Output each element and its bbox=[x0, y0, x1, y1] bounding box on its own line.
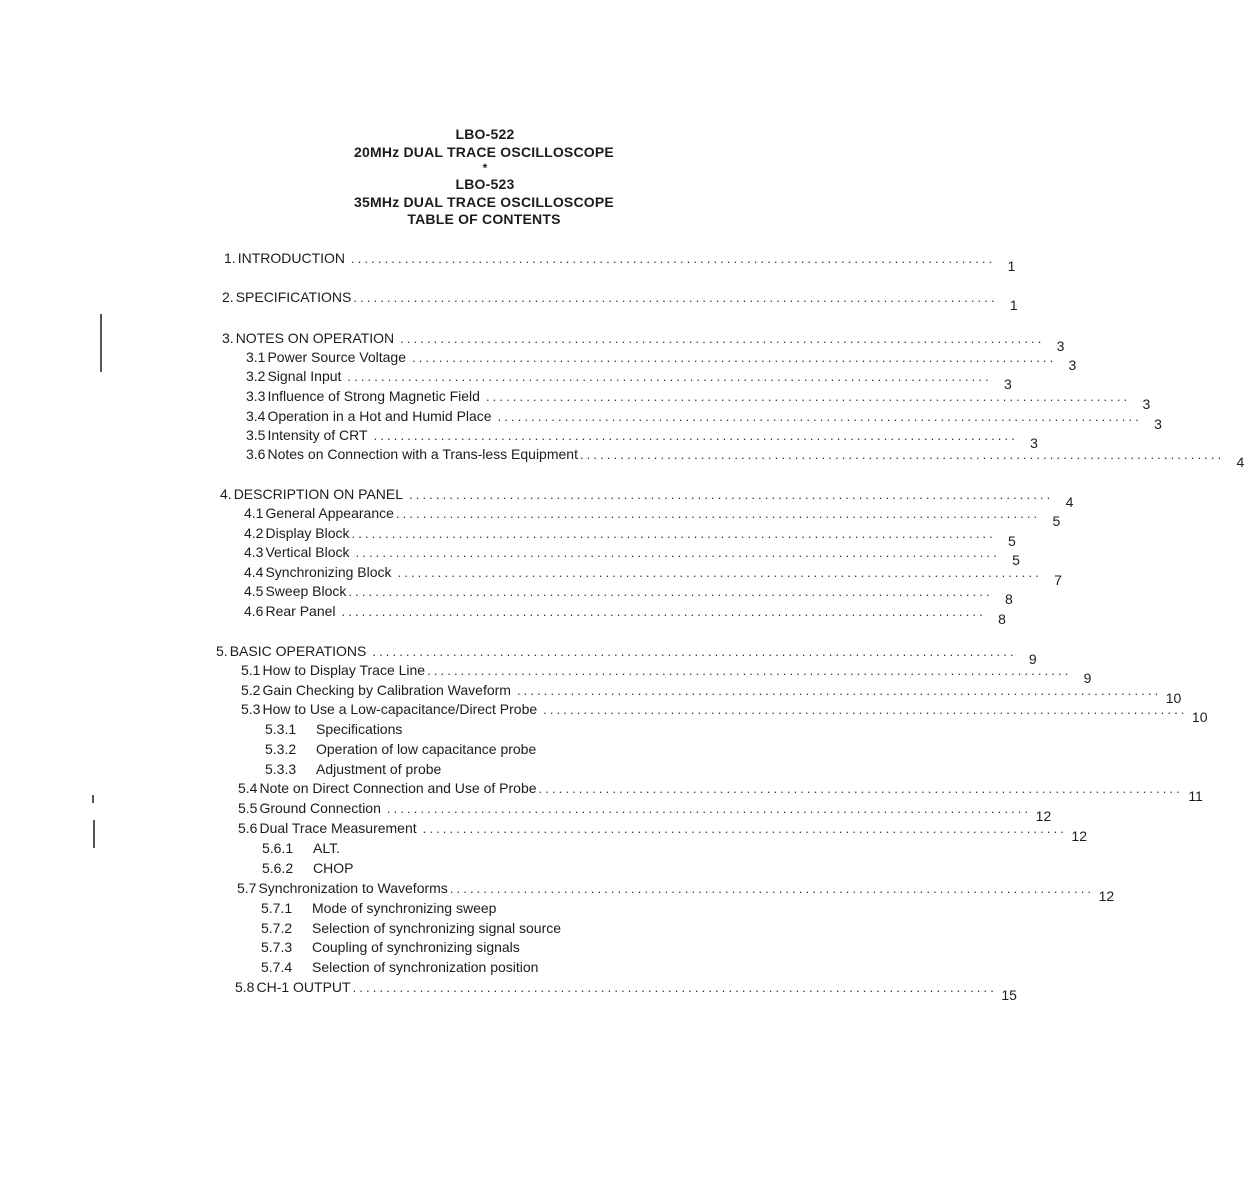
toc-subentry bbox=[244, 583, 1013, 607]
toc-subentry bbox=[238, 800, 1052, 824]
subsubsection-title: Specifications bbox=[316, 721, 403, 737]
subsection-number: 4.4 bbox=[244, 564, 264, 580]
subsubsection-number: 5.6.1 bbox=[262, 840, 294, 856]
dot-leader: ................................................................................................ bbox=[397, 565, 1042, 580]
toc-subentry bbox=[241, 682, 1182, 706]
subsubsection-title: Operation of low capacitance probe bbox=[316, 741, 537, 757]
product-title-1: 20MHz DUAL TRACE OSCILLOSCOPE bbox=[354, 143, 614, 160]
subsubsection-number: 5.3.2 bbox=[265, 741, 297, 757]
subsection-title: Synchronizing Block bbox=[265, 564, 392, 580]
toc-subentry bbox=[246, 388, 1151, 412]
subsubsection-number: 5.7.3 bbox=[261, 939, 293, 955]
page-number: 3 bbox=[1003, 376, 1012, 392]
toc-entry-description-on-panel bbox=[220, 486, 1074, 510]
dot-leader: ................................................................................................ bbox=[449, 881, 1095, 896]
subsection-title: Note on Direct Connection and Use of Probe bbox=[259, 780, 537, 796]
subsection-title: Sweep Block bbox=[265, 583, 347, 599]
page-number: 9 bbox=[1083, 670, 1092, 686]
subsection-title: Notes on Connection with a Trans-less Equipment bbox=[267, 446, 578, 462]
model-number-1: LBO-522 bbox=[455, 126, 515, 142]
subsection-title: Signal Input bbox=[267, 368, 342, 384]
subsection-number: 5.7 bbox=[237, 880, 257, 896]
subsubsection-number: 5.7.2 bbox=[261, 920, 293, 936]
page-number: 8 bbox=[998, 611, 1006, 627]
dot-leader: ................................................................................................ bbox=[341, 604, 986, 619]
subsubsection-title: Adjustment of probe bbox=[316, 761, 442, 777]
section-number: 5. bbox=[216, 643, 228, 659]
section-number: 3. bbox=[222, 330, 234, 346]
page-number: 3 bbox=[1030, 435, 1038, 451]
subsection-title: Dual Trace Measurement bbox=[259, 820, 417, 836]
subsection-title: Gain Checking by Calibration Waveform bbox=[262, 682, 511, 698]
page-number: 1 bbox=[1009, 297, 1018, 313]
dot-leader: ................................................................................................ bbox=[579, 447, 1225, 462]
toc-subentry bbox=[246, 408, 1162, 432]
scan-mark bbox=[100, 314, 102, 372]
subsection-title: Ground Connection bbox=[259, 800, 381, 816]
dot-leader: ................................................................................................ bbox=[538, 781, 1183, 796]
subsection-title: Synchronization to Waveforms bbox=[258, 880, 448, 896]
toc-subentry bbox=[241, 662, 1092, 686]
subsection-title: General Appearance bbox=[265, 505, 394, 521]
dot-leader: ................................................................................................ bbox=[422, 821, 1067, 836]
page-number: 15 bbox=[1001, 987, 1017, 1003]
subsubsection-title: Selection of synchronizing signal source bbox=[312, 920, 562, 936]
dot-leader: ................................................................................................ bbox=[372, 644, 1017, 659]
product-title-2: 35MHz DUAL TRACE OSCILLOSCOPE bbox=[354, 193, 614, 210]
subsubsection-title: Selection of synchronization position bbox=[312, 959, 539, 975]
dot-leader: ................................................................................................ bbox=[355, 545, 1000, 560]
toc-entry-introduction bbox=[224, 250, 1016, 274]
page-number: 4 bbox=[1236, 454, 1244, 470]
page-number: 3 bbox=[1056, 338, 1065, 354]
toc-subentry bbox=[244, 564, 1062, 588]
page-number: 12 bbox=[1035, 808, 1052, 824]
section-number: 1. bbox=[224, 250, 236, 266]
subsection-title: Operation in a Hot and Humid Place bbox=[267, 408, 492, 424]
page-number: 10 bbox=[1165, 690, 1182, 706]
toc-subentry bbox=[238, 780, 1203, 804]
toc-entry-notes-on-operation bbox=[222, 330, 1065, 354]
subsection-title: Rear Panel bbox=[265, 603, 336, 619]
dot-leader: ................................................................................................ bbox=[485, 389, 1131, 404]
page-number: 3 bbox=[1154, 416, 1162, 432]
toc-subsubentry bbox=[261, 959, 538, 975]
dot-leader: ................................................................................................ bbox=[351, 526, 996, 541]
toc-subentry bbox=[244, 525, 1016, 549]
subsection-number: 5.3 bbox=[241, 701, 261, 717]
subsection-number: 4.6 bbox=[244, 603, 264, 619]
section-title: NOTES ON OPERATION bbox=[235, 330, 395, 346]
toc-subsubentry bbox=[261, 900, 496, 916]
page-number: 3 bbox=[1142, 396, 1151, 412]
subsection-number: 4.5 bbox=[244, 583, 264, 599]
subsection-title: Vertical Block bbox=[265, 544, 350, 560]
toc-subsubentry bbox=[261, 920, 561, 936]
toc-subentry bbox=[244, 505, 1061, 529]
page-number: 5 bbox=[1008, 533, 1016, 549]
scan-mark bbox=[92, 795, 94, 803]
dot-leader: ................................................................................................ bbox=[386, 801, 1032, 816]
page-number: 4 bbox=[1065, 494, 1074, 510]
toc-subentry bbox=[246, 446, 1244, 470]
subsection-number: 3.5 bbox=[246, 427, 266, 443]
page-number: 12 bbox=[1071, 828, 1087, 844]
toc-subentry bbox=[244, 544, 1020, 568]
subsection-number: 4.2 bbox=[244, 525, 264, 541]
subsection-title: How to Display Trace Line bbox=[262, 662, 426, 678]
toc-subsubentry bbox=[265, 761, 441, 777]
section-title: SPECIFICATIONS bbox=[235, 289, 352, 305]
subsection-number: 5.5 bbox=[238, 800, 258, 816]
toc-subentry bbox=[246, 427, 1038, 451]
page-number: 3 bbox=[1068, 357, 1077, 373]
dot-leader: ................................................................................................ bbox=[352, 980, 997, 995]
scan-mark bbox=[93, 820, 95, 848]
dot-leader: ................................................................................................ bbox=[353, 290, 998, 305]
toc-subsubentry bbox=[261, 939, 520, 955]
subsection-title: CH-1 OUTPUT bbox=[256, 979, 351, 995]
subsubsection-title: CHOP bbox=[313, 860, 354, 876]
toc-subentry bbox=[237, 880, 1115, 904]
subsection-number: 4.1 bbox=[244, 505, 264, 521]
toc-title: TABLE OF CONTENTS bbox=[407, 211, 561, 228]
toc-subentry bbox=[241, 701, 1208, 725]
document-header bbox=[0, 126, 918, 229]
dot-leader: ................................................................................................ bbox=[409, 487, 1054, 502]
page-number: 1 bbox=[1007, 258, 1016, 274]
toc-subsubentry bbox=[265, 741, 536, 757]
toc-subsubentry bbox=[262, 840, 340, 856]
subsubsection-title: ALT. bbox=[313, 840, 340, 856]
toc-subsubentry bbox=[262, 860, 353, 876]
subsubsection-number: 5.7.4 bbox=[261, 959, 293, 975]
subsection-number: 3.6 bbox=[246, 446, 266, 462]
toc-entry-basic-operations bbox=[216, 643, 1037, 667]
dot-leader: ................................................................................................ bbox=[497, 409, 1142, 424]
subsection-number: 5.1 bbox=[241, 662, 261, 678]
subsection-title: How to Use a Low-capacitance/Direct Probe bbox=[262, 701, 538, 717]
page-number: 9 bbox=[1028, 651, 1037, 667]
dot-leader: ................................................................................................ bbox=[427, 663, 1072, 678]
dot-leader: ................................................................................................ bbox=[543, 702, 1188, 717]
toc-subentry bbox=[244, 603, 1006, 627]
section-title: BASIC OPERATIONS bbox=[229, 643, 367, 659]
page-number: 12 bbox=[1098, 888, 1115, 904]
section-number: 4. bbox=[220, 486, 232, 502]
subsubsection-title: Mode of synchronizing sweep bbox=[312, 900, 497, 916]
toc-entry-specifications bbox=[222, 289, 1018, 313]
section-number: 2. bbox=[222, 289, 234, 305]
toc-subentry bbox=[235, 979, 1017, 1003]
page-number: 7 bbox=[1054, 572, 1062, 588]
dot-leader: ................................................................................................ bbox=[348, 584, 993, 599]
toc-subentry bbox=[246, 368, 1012, 392]
model-number-2: LBO-523 bbox=[455, 176, 515, 193]
page-number: 8 bbox=[1004, 591, 1013, 607]
dot-leader: ................................................................................................ bbox=[351, 251, 996, 266]
subsubsection-number: 5.7.1 bbox=[261, 900, 293, 916]
subsection-title: Influence of Strong Magnetic Field bbox=[267, 388, 480, 404]
page-number: 10 bbox=[1191, 709, 1208, 725]
dot-leader: ................................................................................................ bbox=[347, 369, 992, 384]
subsection-number: 4.3 bbox=[244, 544, 264, 560]
toc-subentry bbox=[238, 820, 1087, 844]
dot-leader: ................................................................................................ bbox=[395, 506, 1041, 521]
subsubsection-number: 5.6.2 bbox=[262, 860, 294, 876]
subsection-number: 5.4 bbox=[238, 780, 258, 796]
dot-leader: ................................................................................................ bbox=[400, 331, 1045, 346]
dot-leader: ................................................................................................ bbox=[412, 350, 1057, 365]
section-title: INTRODUCTION bbox=[237, 250, 346, 266]
subsection-number: 5.8 bbox=[235, 979, 255, 995]
page-number: 5 bbox=[1012, 552, 1020, 568]
subsubsection-number: 5.3.3 bbox=[265, 761, 297, 777]
subsubsection-title: Coupling of synchronizing signals bbox=[312, 939, 520, 955]
section-title: DESCRIPTION ON PANEL bbox=[233, 486, 404, 502]
dot-leader: ................................................................................................ bbox=[373, 428, 1018, 443]
subsection-number: 3.1 bbox=[246, 349, 266, 365]
subsection-number: 3.4 bbox=[246, 408, 266, 424]
page-number: 5 bbox=[1052, 513, 1061, 529]
subsection-title: Intensity of CRT bbox=[267, 427, 368, 443]
subsection-number: 3.2 bbox=[246, 368, 266, 384]
subsubsection-number: 5.3.1 bbox=[265, 721, 297, 737]
separator-asterisk: * bbox=[482, 161, 488, 176]
toc-subentry bbox=[246, 349, 1077, 373]
subsection-title: Display Block bbox=[265, 525, 350, 541]
dot-leader: ................................................................................................ bbox=[516, 683, 1162, 698]
subsection-number: 5.6 bbox=[238, 820, 258, 836]
toc-subsubentry bbox=[265, 721, 402, 737]
page-number: 11 bbox=[1188, 788, 1203, 804]
subsection-number: 5.2 bbox=[241, 682, 261, 698]
subsection-title: Power Source Voltage bbox=[267, 349, 406, 365]
subsection-number: 3.3 bbox=[246, 388, 266, 404]
